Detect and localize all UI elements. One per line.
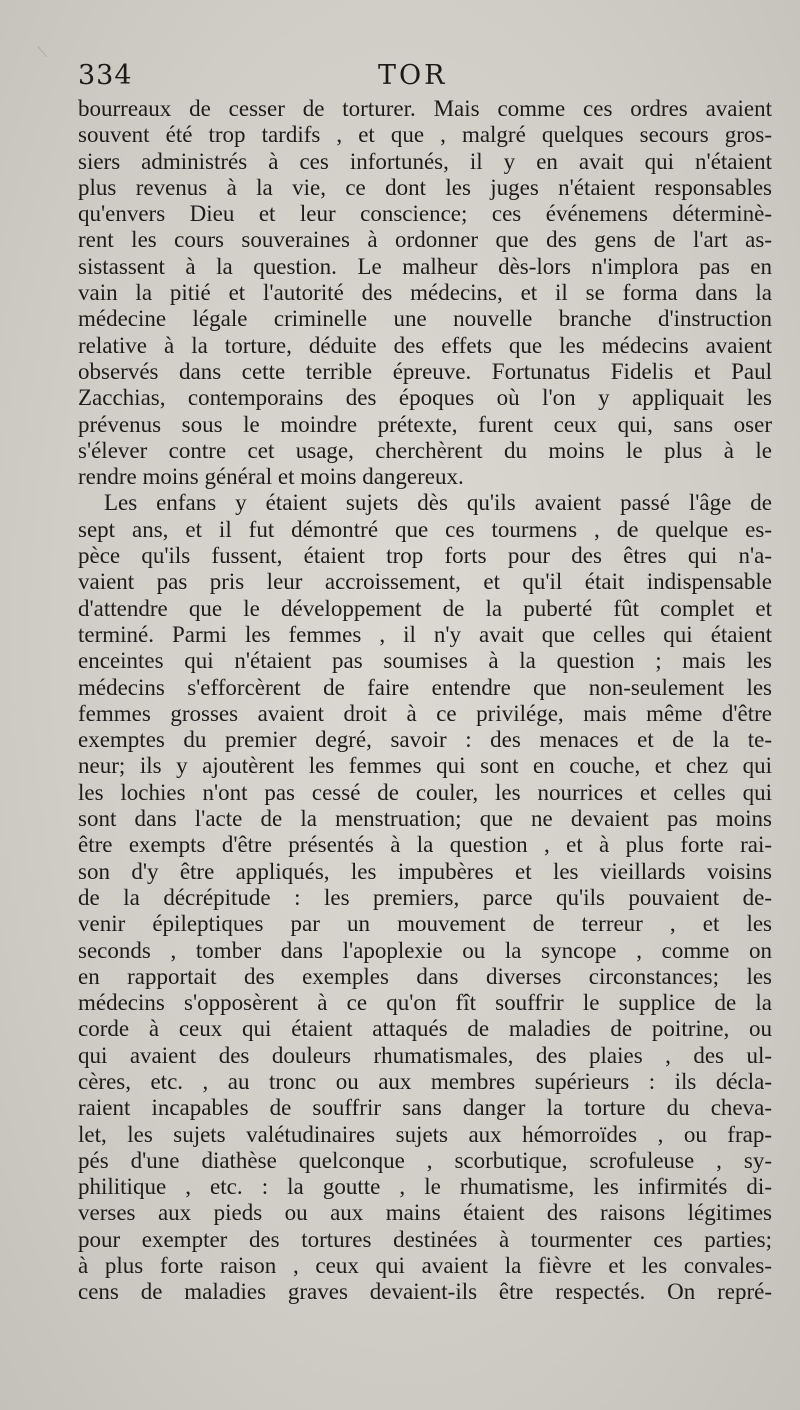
text-line: exemptes du premier degré, savoir : des menaces et de la te-: [78, 727, 772, 753]
text-line: neur; ils y ajoutèrent les femmes qui sont en couche, et chez qui: [78, 753, 772, 779]
text-line: prévenus sous le moindre prétexte, furent ceux qui, sans oser: [78, 411, 772, 437]
text-line: siers administrés à ces infortunés, il y en avait qui n'étaient: [78, 148, 772, 174]
text-line: rendre moins général et moins dangereux.: [78, 464, 464, 490]
text-line: relative à la torture, déduite des effets que les médecins avaient: [78, 332, 772, 358]
text-line: sont dans l'acte de la menstruation; que ne devaient pas moins: [78, 806, 772, 832]
text-line: Les enfans y étaient sujets dès qu'ils avaient passé l'âge de: [104, 490, 772, 516]
text-line: femmes grosses avaient droit à ce privilége, mais même d'être: [78, 700, 772, 726]
text-line: venir épileptiques par un mouvement de terreur , et les: [78, 911, 772, 937]
paragraph-2: [78, 490, 772, 1305]
text-line: terminé. Parmi les femmes , il n'y avait que celles qui étaient: [78, 621, 772, 647]
text-line: let, les sujets valétudinaires sujets aux hémorroïdes , ou frap-: [78, 1121, 772, 1147]
paragraph-1: [78, 96, 772, 490]
text-line: médecine légale criminelle une nouvelle branche d'instruction: [78, 306, 772, 332]
text-line: bourreaux de cesser de torturer. Mais comme ces ordres avaient: [78, 96, 772, 121]
text-line: qu'envers Dieu et leur conscience; ces événemens déterminè-: [78, 201, 772, 227]
body-text: [78, 96, 772, 1306]
text-line: les lochies n'ont pas cessé de couler, les nourrices et celles qui: [78, 779, 772, 805]
text-line: corde à ceux qui étaient attaqués de maladies de poitrine, ou: [78, 1016, 772, 1042]
text-line: pèce qu'ils fussent, étaient trop forts pour des êtres qui n'a-: [78, 543, 772, 569]
text-line: Zacchias, contemporains des époques où l'on y appliquait les: [78, 385, 772, 411]
text-line: sept ans, et il fut démontré que ces tourmens , de quelque es-: [78, 516, 772, 542]
text-line: en rapportait des exemples dans diverses circonstances; les: [78, 963, 772, 989]
text-line: seconds , tomber dans l'apoplexie ou la syncope , comme on: [78, 937, 772, 963]
text-line: philitique , etc. : la goutte , le rhumatisme, les infirmités di-: [78, 1174, 772, 1200]
page-header: [78, 60, 768, 100]
text-line: vain la pitié et l'autorité des médecins, et il se forma dans la: [78, 280, 772, 306]
text-line: s'élever contre cet usage, cherchèrent du moins le plus à le: [78, 437, 772, 463]
text-line: pés d'une diathèse quelconque , scorbutique, scrofuleuse , sy-: [78, 1147, 772, 1173]
text-line: être exempts d'être présentés à la question , et à plus forte rai-: [78, 832, 772, 858]
text-line: qui avaient des douleurs rhumatismales, des plaies , des ul-: [78, 1042, 772, 1068]
text-line: de la décrépitude : les premiers, parce qu'ils pouvaient de-: [78, 884, 772, 910]
text-line: rent les cours souveraines à ordonner que des gens de l'art as-: [78, 227, 772, 253]
text-line: sistassent à la question. Le malheur dès-lors n'implora pas en: [78, 253, 772, 279]
page-number: 334: [78, 60, 133, 91]
text-line: médecins s'efforcèrent de faire entendre que non-seulement les: [78, 674, 772, 700]
text-line: raient incapables de souffrir sans danger la torture du cheva-: [78, 1095, 772, 1121]
text-line: observés dans cette terrible épreuve. Fortunatus Fidelis et Paul: [78, 358, 772, 384]
running-head: TOR: [378, 60, 448, 91]
text-line: médecins s'opposèrent à ce qu'on fît souffrir le supplice de la: [78, 990, 772, 1016]
text-line: vaient pas pris leur accroissement, et qu'il était indispensable: [78, 569, 772, 595]
text-line: cens de maladies graves devaient-ils être respectés. On repré-: [78, 1279, 772, 1305]
text-line: souvent été trop tardifs , et que , malgré quelques secours gros-: [78, 122, 772, 148]
text-line: enceintes qui n'étaient pas soumises à la question ; mais les: [78, 648, 772, 674]
page-fold-mark: [37, 37, 57, 57]
text-line: d'attendre que le développement de la puberté fût complet et: [78, 595, 772, 621]
text-line: son d'y être appliqués, les impubères et les vieillards voisins: [78, 858, 772, 884]
text-line: verses aux pieds ou aux mains étaient des raisons légitimes: [78, 1200, 772, 1226]
text-line: pour exempter des tortures destinées à tourmenter ces parties;: [78, 1226, 772, 1252]
text-line: plus revenus à la vie, ce dont les juges n'étaient responsables: [78, 174, 772, 200]
text-line: cères, etc. , au tronc ou aux membres supérieurs : ils décla-: [78, 1068, 772, 1094]
text-line: à plus forte raison , ceux qui avaient la fièvre et les convales-: [78, 1253, 772, 1279]
